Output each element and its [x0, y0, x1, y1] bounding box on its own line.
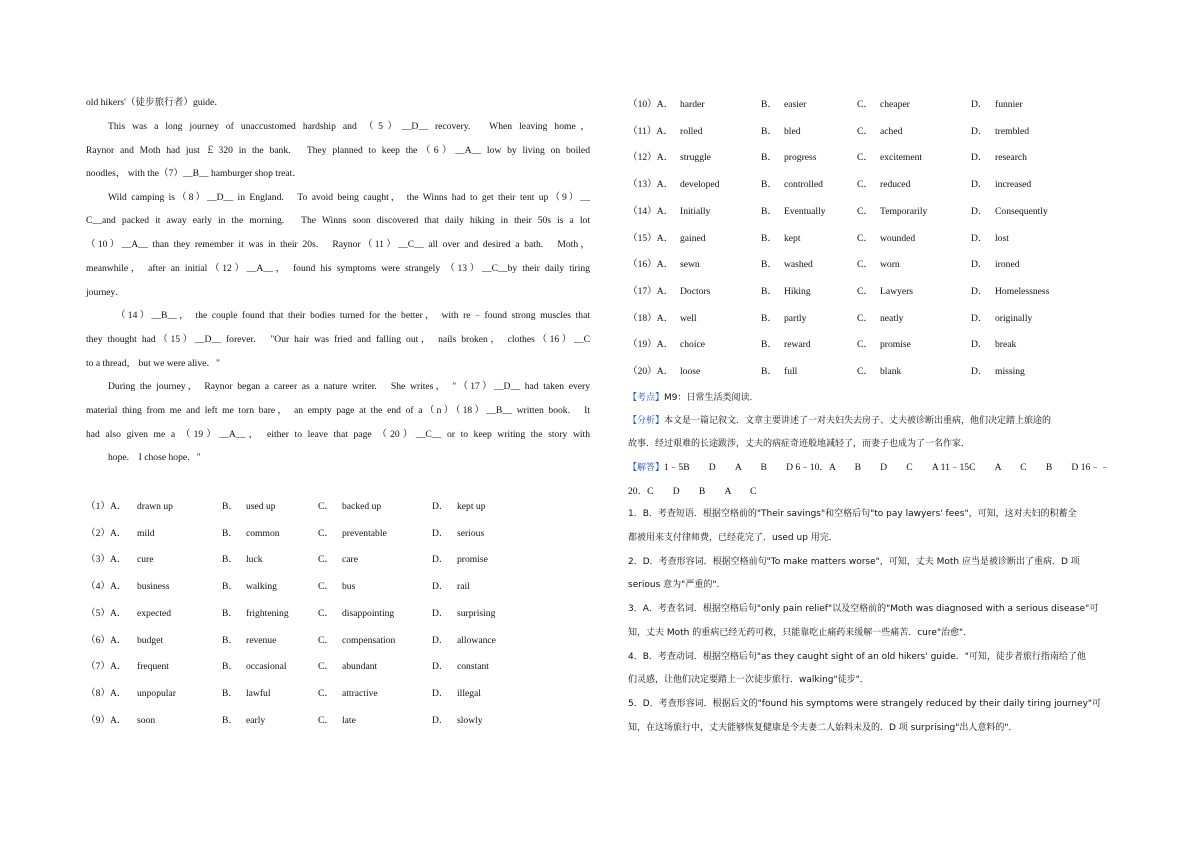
- option-label-b: B．: [761, 152, 777, 164]
- passage-line: Wild camping is（8）__D__ in England. To avoid being caught， the Winns had to get their tent up（9）__: [108, 192, 590, 203]
- option-c: Temporarily: [880, 205, 928, 217]
- option-d: kept up: [457, 501, 486, 512]
- option-label-b: B．: [222, 607, 238, 619]
- question-number: （2）A．: [86, 527, 127, 539]
- option-label-d: D．: [971, 179, 988, 191]
- option-d: trembled: [995, 125, 1030, 137]
- option-a: developed: [680, 179, 720, 191]
- question-number: （10）A．: [628, 99, 674, 110]
- option-d: Consequently: [995, 205, 1048, 217]
- option-c: compensation: [342, 634, 396, 646]
- question-number: （15）A．: [628, 232, 674, 244]
- passage-line: （10）__A__ than they remember it was in their 20s. Raynor（11）__C__ all over and desired a bath. Moth，: [86, 239, 590, 250]
- option-label-c: C．: [857, 205, 873, 217]
- option-label-b: B．: [222, 714, 238, 726]
- passage-line: material thing from me and left me torn bare， an empty page at the end of a（n）（18）__B__ written book. It: [86, 405, 590, 416]
- option-label-d: D．: [971, 259, 988, 271]
- option-d: break: [995, 339, 1017, 351]
- option-b: lawful: [246, 687, 271, 699]
- question-number: （17）A．: [628, 285, 674, 297]
- option-label-d: D．: [971, 205, 988, 217]
- option-label-c: C．: [318, 581, 334, 593]
- question-number: （1）A．: [86, 501, 127, 512]
- question-number: （12）A．: [628, 152, 674, 164]
- kaodian-text: M9：日常生活类阅读．: [664, 393, 759, 403]
- option-d: ironed: [995, 259, 1020, 271]
- question-number: （13）A．: [628, 179, 674, 191]
- option-label-b: B．: [761, 232, 777, 244]
- option-c: cheaper: [880, 99, 910, 110]
- jieda-tag: 【解答】: [628, 463, 665, 473]
- option-label-d: D．: [432, 554, 449, 566]
- option-a: expected: [137, 607, 172, 619]
- option-c: bus: [342, 581, 356, 593]
- option-d: constant: [457, 661, 489, 673]
- option-label-c: C．: [857, 99, 873, 110]
- option-c: neatly: [880, 312, 904, 324]
- passage-line: C__and packed it away early in the morning. The Winns soon discovered that daily hiking in their 50s is a lot: [86, 215, 590, 226]
- option-label-c: C．: [857, 179, 873, 191]
- option-label-b: B．: [222, 687, 238, 699]
- option-a: Initially: [680, 205, 711, 217]
- option-a: loose: [680, 366, 701, 377]
- option-label-d: D．: [971, 152, 988, 164]
- passage-line: This was a long journey of unaccustomed hardship and （5）__D__ recovery. When leaving home，: [108, 121, 590, 132]
- option-label-d: D．: [432, 661, 449, 673]
- option-d: serious: [457, 527, 485, 539]
- option-a: choice: [680, 339, 706, 351]
- passage-line: they thought had（15）__D__ forever. "Our hair was fried and falling out， nails broken， clothes（16）__C: [86, 334, 590, 345]
- option-label-c: C．: [318, 714, 334, 726]
- option-label-b: B．: [761, 339, 777, 351]
- option-label-b: B．: [222, 554, 238, 566]
- question-number: （8）A．: [86, 687, 127, 699]
- option-label-d: D．: [971, 99, 988, 110]
- option-c: disappointing: [342, 607, 395, 619]
- option-b: bled: [784, 125, 801, 137]
- option-d: surprising: [457, 607, 496, 619]
- option-label-d: D．: [971, 312, 988, 324]
- option-label-c: C．: [318, 661, 334, 673]
- option-d: increased: [995, 179, 1032, 191]
- option-c: excitement: [880, 152, 923, 164]
- option-label-d: D．: [432, 634, 449, 646]
- question-number: （18）A．: [628, 312, 674, 324]
- option-label-d: D．: [971, 366, 988, 377]
- option-c: wounded: [880, 232, 916, 244]
- passage-line: During the journey， Raynor began a career as a nature writer. She writes， "（17）__D__ had taken every: [108, 381, 590, 392]
- option-label-d: D．: [432, 714, 449, 726]
- question-number: （16）A．: [628, 259, 674, 271]
- question-number: （5）A．: [86, 607, 127, 619]
- option-d: rail: [457, 581, 470, 593]
- fenxi-text: 本文是一篇记叙文．文章主要讲述了一对夫妇失去房子、丈夫被诊断出重病，他们决定踏上旅途的: [664, 416, 1052, 426]
- option-d: funnier: [995, 99, 1023, 110]
- option-b: frightening: [246, 607, 289, 619]
- option-label-c: C．: [857, 259, 873, 271]
- explanation-line: serious 意为"严重的"．: [628, 580, 726, 590]
- option-label-c: C．: [857, 152, 873, 164]
- option-label-c: C．: [857, 285, 873, 297]
- option-b: walking: [246, 581, 277, 593]
- explanation-line: 知，丈夫 Moth 的重病已经无药可救，只能靠吃止痛药来缓解一些痛苦．cure"治愈"．: [628, 628, 973, 638]
- option-label-d: D．: [432, 687, 449, 699]
- option-label-c: C．: [318, 501, 334, 512]
- option-d: allowance: [457, 634, 496, 646]
- option-label-c: C．: [318, 554, 334, 566]
- option-label-d: D．: [432, 581, 449, 593]
- option-a: sewn: [680, 259, 700, 271]
- option-label-b: B．: [761, 312, 777, 324]
- passage-line: journey．: [86, 287, 125, 298]
- fenxi-text: 故事．经过艰难的长途跋涉，丈夫的病症奇迹般地减轻了，而妻子也成为了一名作家．: [628, 439, 971, 449]
- option-label-c: C．: [318, 687, 334, 699]
- option-a: struggle: [680, 152, 711, 164]
- option-a: cure: [137, 554, 154, 566]
- option-c: promise: [880, 339, 911, 351]
- option-a: Doctors: [680, 285, 711, 297]
- option-b: progress: [784, 152, 817, 164]
- option-b: full: [784, 366, 798, 377]
- option-d: lost: [995, 232, 1009, 244]
- option-label-d: D．: [971, 125, 988, 137]
- option-b: luck: [246, 554, 263, 566]
- option-a: mild: [137, 527, 155, 539]
- explanation-line: 都被用来支付律师费，已经花完了．used up 用完．: [628, 533, 838, 543]
- passage-line: to a thread， but we were alive．": [86, 358, 220, 369]
- option-c: abundant: [342, 661, 378, 673]
- option-a: soon: [137, 714, 156, 726]
- option-label-d: D．: [971, 339, 988, 351]
- option-b: common: [246, 527, 280, 539]
- option-b: reward: [784, 339, 811, 351]
- option-label-b: B．: [761, 125, 777, 137]
- passage-line: meanwhile， after an initial（12）__A__， found his symptoms were strangely （13）__C__by their daily tiring: [86, 263, 590, 274]
- option-b: early: [246, 714, 266, 726]
- option-c: late: [342, 714, 356, 726]
- kaodian-tag: 【考点】: [628, 393, 665, 403]
- option-b: revenue: [246, 634, 277, 646]
- option-d: missing: [995, 366, 1025, 377]
- question-number: （20）A．: [628, 366, 674, 377]
- option-label-c: C．: [857, 339, 873, 351]
- passage-line: old hikers'（徒步旅行者）guide．: [86, 97, 224, 108]
- question-number: （4）A．: [86, 581, 127, 593]
- question-number: （14）A．: [628, 205, 674, 217]
- passage-line: noodles， with the（7）__B__ hamburger shop treat．: [86, 168, 302, 179]
- explanation-line: 5．D．考查形容词．根据后文的"found his symptoms were strangely reduced by their daily tiring journey"可: [628, 699, 1102, 709]
- option-label-b: B．: [761, 259, 777, 271]
- option-a: well: [680, 312, 697, 324]
- option-b: Hiking: [784, 285, 811, 297]
- option-label-c: C．: [318, 634, 334, 646]
- option-d: promise: [457, 554, 488, 566]
- option-c: care: [342, 554, 358, 566]
- option-c: reduced: [880, 179, 911, 191]
- option-d: Homelessness: [995, 285, 1050, 297]
- option-label-b: B．: [761, 366, 777, 377]
- explanation-line: 知，在这场旅行中，丈夫能够恢复健康是令夫妻二人始料未及的．D 项 surprising"出人意料的"．: [628, 723, 1018, 733]
- option-label-c: C．: [857, 312, 873, 324]
- option-d: originally: [995, 312, 1033, 324]
- option-label-b: B．: [222, 501, 238, 512]
- option-c: attractive: [342, 687, 378, 699]
- option-label-d: D．: [971, 232, 988, 244]
- option-label-b: B．: [761, 285, 777, 297]
- option-label-c: C．: [857, 232, 873, 244]
- option-label-b: B．: [761, 205, 777, 217]
- option-label-d: D．: [432, 501, 449, 512]
- question-number: （6）A．: [86, 634, 127, 646]
- option-a: gained: [680, 232, 706, 244]
- option-label-d: D．: [432, 607, 449, 619]
- question-number: （11）A．: [628, 125, 673, 137]
- option-d: illegal: [457, 687, 481, 699]
- option-d: slowly: [457, 714, 483, 726]
- option-label-b: B．: [761, 99, 777, 110]
- option-c: preventable: [342, 527, 387, 539]
- question-number: （7）A．: [86, 661, 127, 673]
- option-a: budget: [137, 634, 164, 646]
- explanation-line: 4．B．考查动词．根据空格后句"as they caught sight of an old hikers' guide．"可知，徒步者旅行指南给了他: [628, 652, 1086, 662]
- option-label-c: C．: [857, 125, 873, 137]
- option-label-d: D．: [971, 285, 988, 297]
- option-c: blank: [880, 366, 902, 377]
- option-a: business: [137, 581, 170, 593]
- option-c: backed up: [342, 501, 382, 512]
- option-label-b: B．: [761, 179, 777, 191]
- option-b: used up: [246, 501, 276, 512]
- option-c: ached: [880, 125, 903, 137]
- explanation-line: 1．B．考查短语．根据空格前的"Their savings"和空格后句"to pay lawyers' fees"，可知，这对夫妇的积蓄全: [628, 509, 1077, 519]
- option-d: research: [995, 152, 1027, 164]
- jieda-answers: 20．C D B A C: [628, 486, 757, 497]
- option-a: frequent: [137, 661, 169, 673]
- option-label-d: D．: [432, 527, 449, 539]
- fenxi-tag: 【分析】: [628, 416, 665, 426]
- option-label-b: B．: [222, 661, 238, 673]
- explanation-line: 3．A．考查名词．根据空格后句"only pain relief"以及空格前的"Moth was diagnosed with a serious disease"可: [628, 604, 1099, 614]
- option-label-c: C．: [318, 607, 334, 619]
- option-c: worn: [880, 259, 900, 271]
- option-label-b: B．: [222, 527, 238, 539]
- option-b: kept: [784, 232, 801, 244]
- passage-line: （14）__B__， the couple found that their bodies turned for the better， with re﹣found strong muscles that: [116, 310, 590, 321]
- question-number: （19）A．: [628, 339, 674, 351]
- option-b: easier: [784, 99, 807, 110]
- option-label-b: B．: [222, 581, 238, 593]
- question-number: （9）A．: [86, 714, 127, 726]
- passage-line: hope. I chose hope．": [108, 452, 201, 463]
- explanation-line: 们灵感，让他们决定要踏上一次徒步旅行．walking"徒步"．: [628, 675, 869, 685]
- option-b: occasional: [246, 661, 287, 673]
- option-a: unpopular: [137, 687, 176, 699]
- option-b: controlled: [784, 179, 823, 191]
- option-a: drawn up: [137, 501, 173, 512]
- option-a: rolled: [680, 125, 703, 137]
- passage-line: had also given me a （19）__A__， either to leave that page （20）__C__ or to keep writing the story with: [86, 429, 590, 440]
- option-b: partly: [784, 312, 807, 324]
- jieda-answers: 1﹣5B D A B D 6﹣10．A B D C A 11﹣15C A C B D 16﹣﹣: [664, 462, 1110, 473]
- option-b: Eventually: [784, 205, 826, 217]
- option-a: harder: [680, 99, 705, 110]
- option-b: washed: [784, 259, 813, 271]
- explanation-line: 2．D．考查形容词．根据空格前句"To make matters worse"，可知，丈夫 Moth 应当是被诊断出了重病．D 项: [628, 557, 1080, 567]
- option-label-c: C．: [318, 527, 334, 539]
- passage-line: Raynor and Moth had just ￡320 in the bank. They planned to keep the（6）__A__ low by living on boiled: [86, 145, 590, 156]
- question-number: （3）A．: [86, 554, 127, 566]
- option-label-b: B．: [222, 634, 238, 646]
- option-label-c: C．: [857, 366, 873, 377]
- option-c: Lawyers: [880, 285, 914, 297]
